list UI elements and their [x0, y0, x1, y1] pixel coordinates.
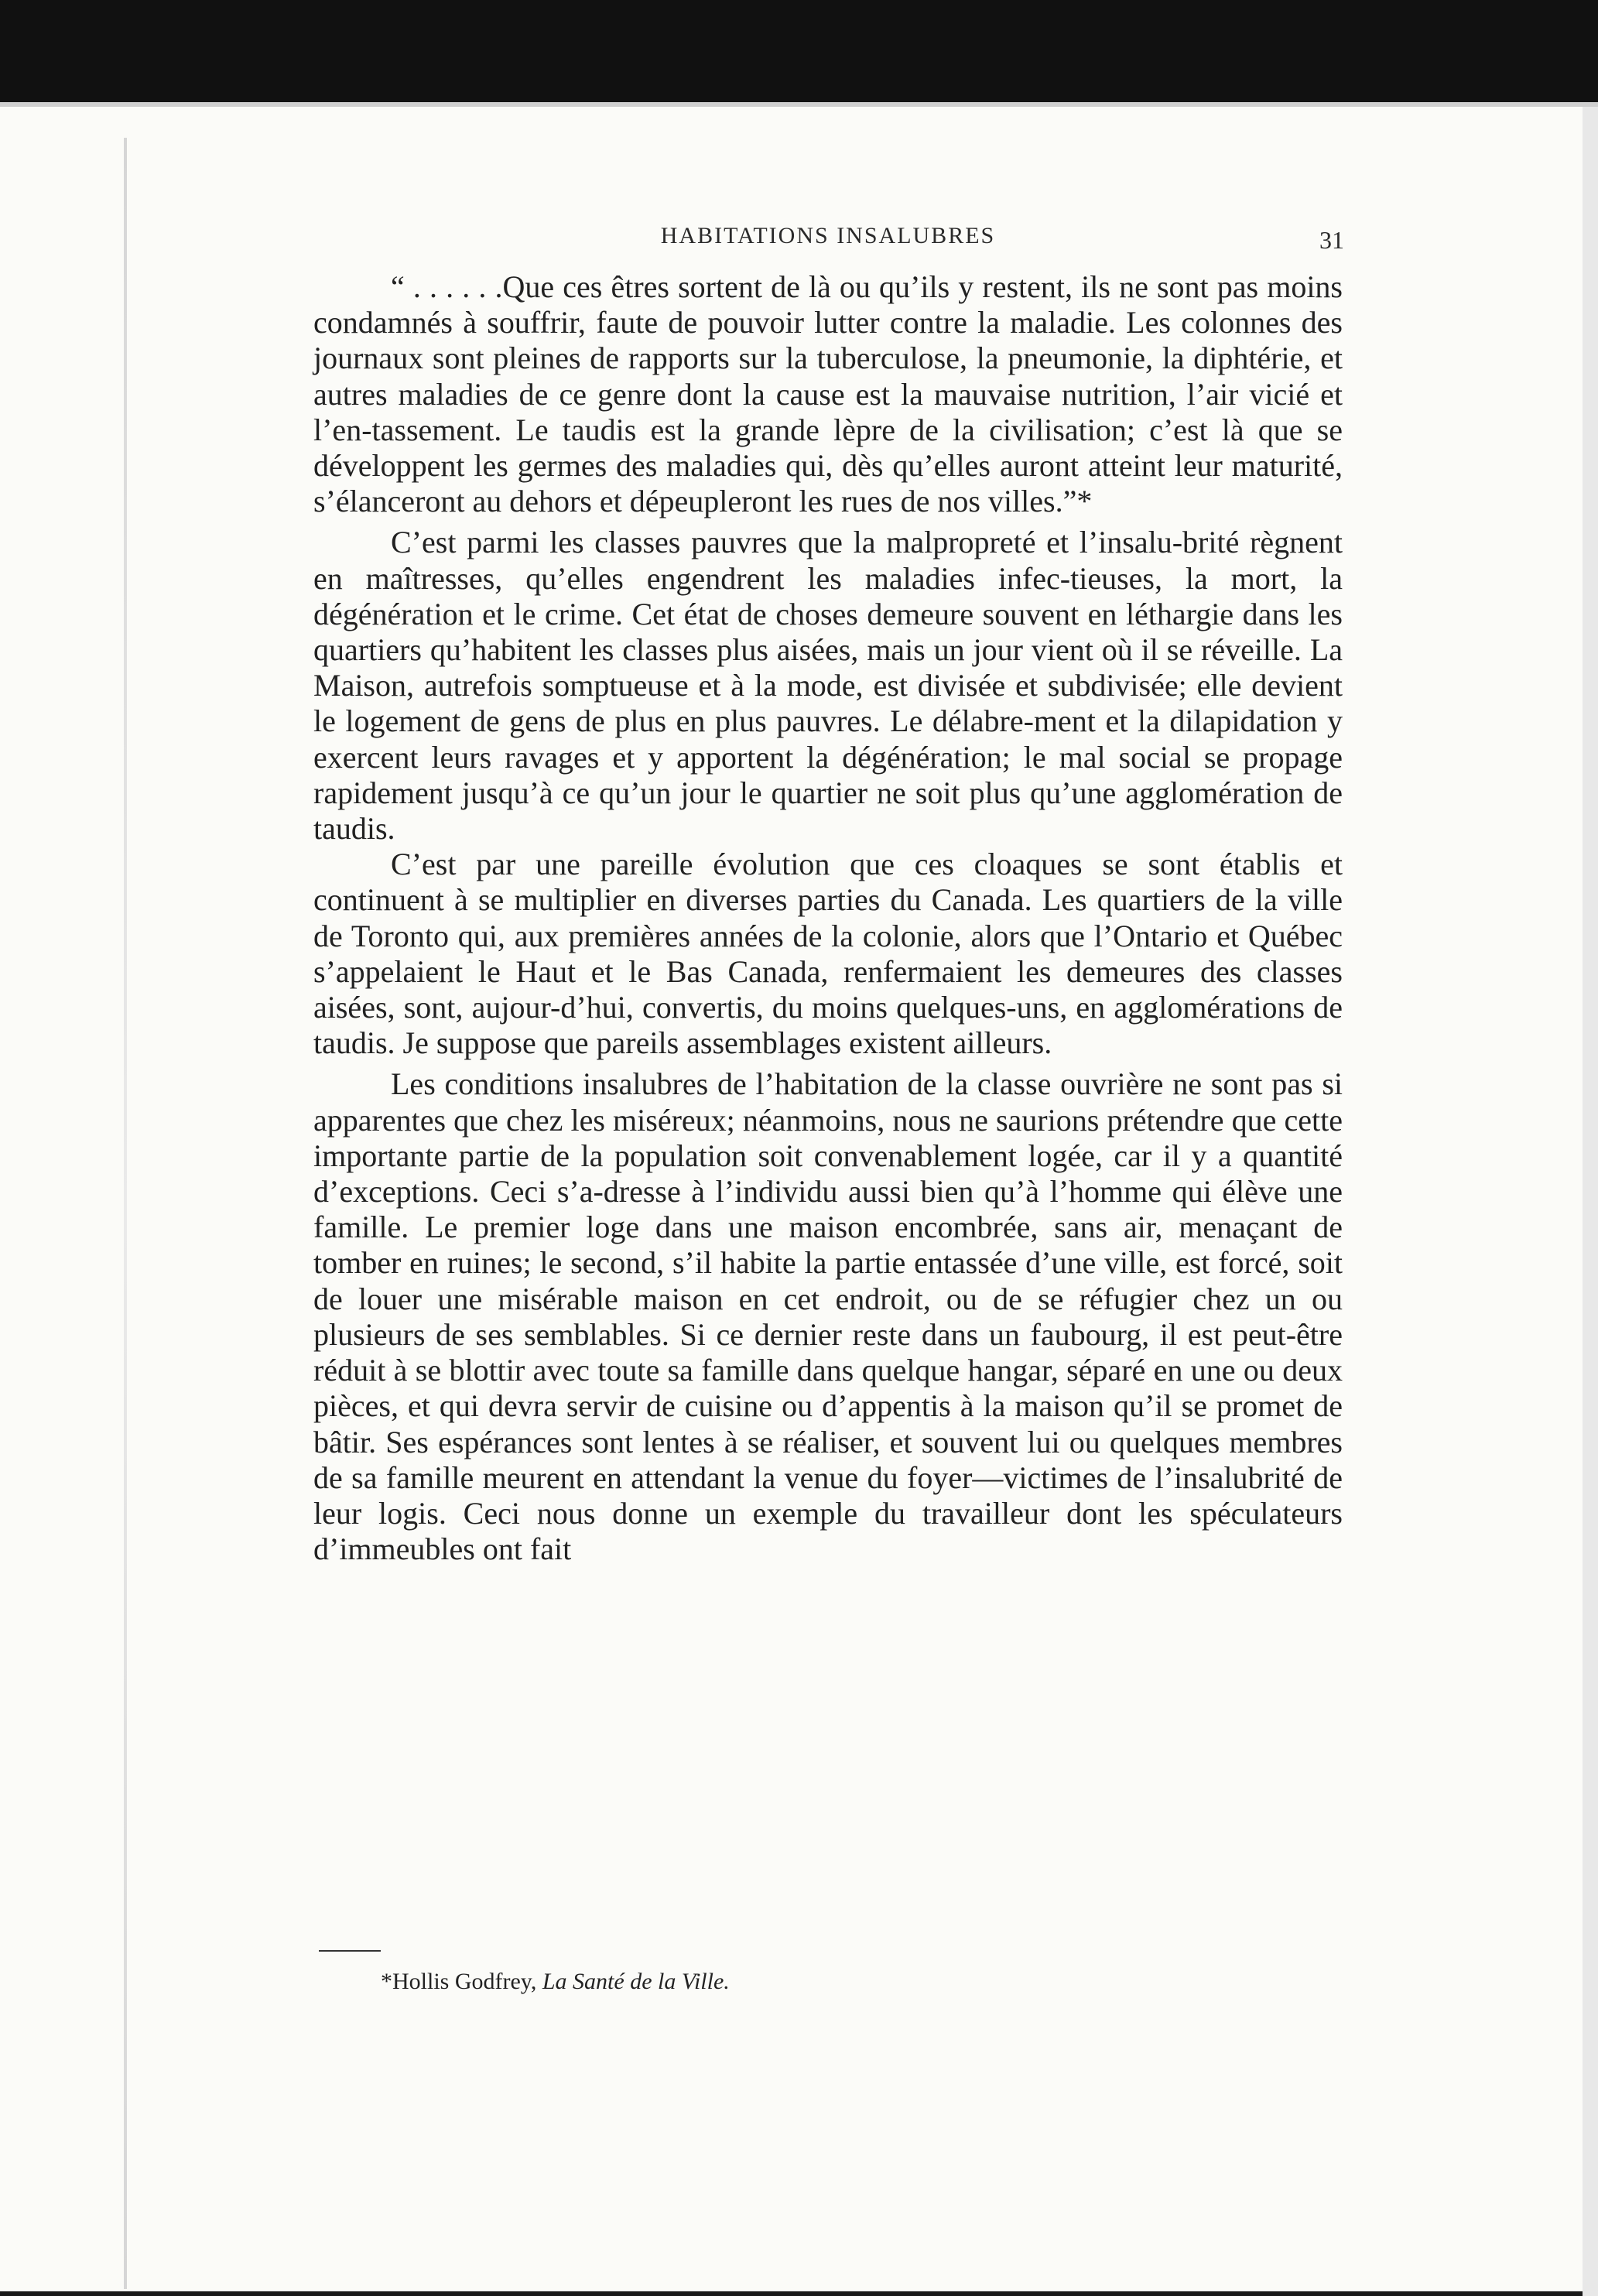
running-title: HABITATIONS INSALUBRES [660, 223, 996, 248]
binding-edge [124, 138, 127, 2289]
paragraph-evolution: C’est par une pareille évolution que ces cloaques se sont établis et continuent à se multiplier en diverses parties du Canada. Les quartiers de la ville de Toronto qui, aux premières années de la colonie, alors que l’Ontario et Québec s’appelaient le Haut et le Bas Canada, renfermaient les demeures des classes aisées, sont, aujour-d’hui, convertis, du moins quelques-uns, en agglomérations de taudis. Je suppose que pareils assemblages existent ailleurs. [313, 847, 1343, 1061]
footnote-title: La Santé de la Ville. [542, 1969, 730, 1994]
body-text [313, 269, 1343, 1567]
scan-background-top [0, 0, 1598, 116]
footnote-rule [319, 1950, 381, 1952]
running-header [313, 223, 1343, 262]
page-right-edge [1583, 107, 1598, 2296]
page-number: 31 [1319, 226, 1344, 254]
paragraph-quotation: “ . . . . . .Que ces êtres sortent de là ou qu’ils y restent, ils ne sont pas moins condamnés à souffrir, faute de pouvoir lutter contre la maladie. Les colonnes des journaux sont pleines de rapports sur la tuberculose, la pneumonie, la diphtérie, et autres maladies de ce genre dont la cause est la mauvaise nutrition, l’air vicié et l’en-tassement. Le taudis est la grande lèpre de la civilisation; c’est là que se développent les germes des maladies qui, dès qu’elles auront atteint leur maturité, s’élanceront au dehors et dépeupleront les rues de nos villes.”* [313, 269, 1343, 519]
paragraph-classes-pauvres: C’est parmi les classes pauvres que la malpropreté et l’insalu-brité règnent en maîtresses, qu’elles engendrent les maladies infec-tieuses, la mort, la dégénération et le crime. Cet état de choses demeure souvent en léthargie dans les quartiers qu’habitent les classes plus aisées, mais un jour vient où il se réveille. La Maison, autrefois somptueuse et à la mode, est divisée et subdivisée; elle devient le logement de gens de plus en plus pauvres. Le délabre-ment et la dilapidation y exercent leurs ravages et y apportent la dégénération; le mal social se propage rapidement jusqu’à ce qu’un jour le quartier ne soit plus qu’une agglomération de taudis. [313, 525, 1343, 847]
footnote [381, 1969, 730, 1995]
footnote-author: *Hollis Godfrey, [381, 1969, 537, 1994]
paragraph-classe-ouvriere: Les conditions insalubres de l’habitation de la classe ouvrière ne sont pas si apparentes que chez les miséreux; néanmoins, nous ne saurions prétendre que cette importante partie de la population soit convenablement logée, car il y a quantité d’exceptions. Ceci s’a-dresse à l’individu aussi bien qu’à l’homme qui élève une famille. Le premier loge dans une maison encombrée, sans air, menaçant de tomber en ruines; le second, s’il habite la partie entassée d’une ville, est forcé, soit de louer une misérable maison en cet endroit, ou de se réfugier chez un ou plusieurs de ses semblables. Si ce dernier reste dans un faubourg, il est peut-être réduit à se blottir avec toute sa famille dans quelque hangar, séparé en une ou deux pièces, et qui devra servir de cuisine ou d’appentis à la maison qu’il se promet de bâtir. Ses espérances sont lentes à se réaliser, et souvent lui ou quelques membres de sa famille meurent en attendant la venue du foyer—victimes de l’insalubrité de leur logis. Ceci nous donne un exemple du travailleur dont les spéculateurs d’immeubles ont fait [313, 1066, 1343, 1567]
